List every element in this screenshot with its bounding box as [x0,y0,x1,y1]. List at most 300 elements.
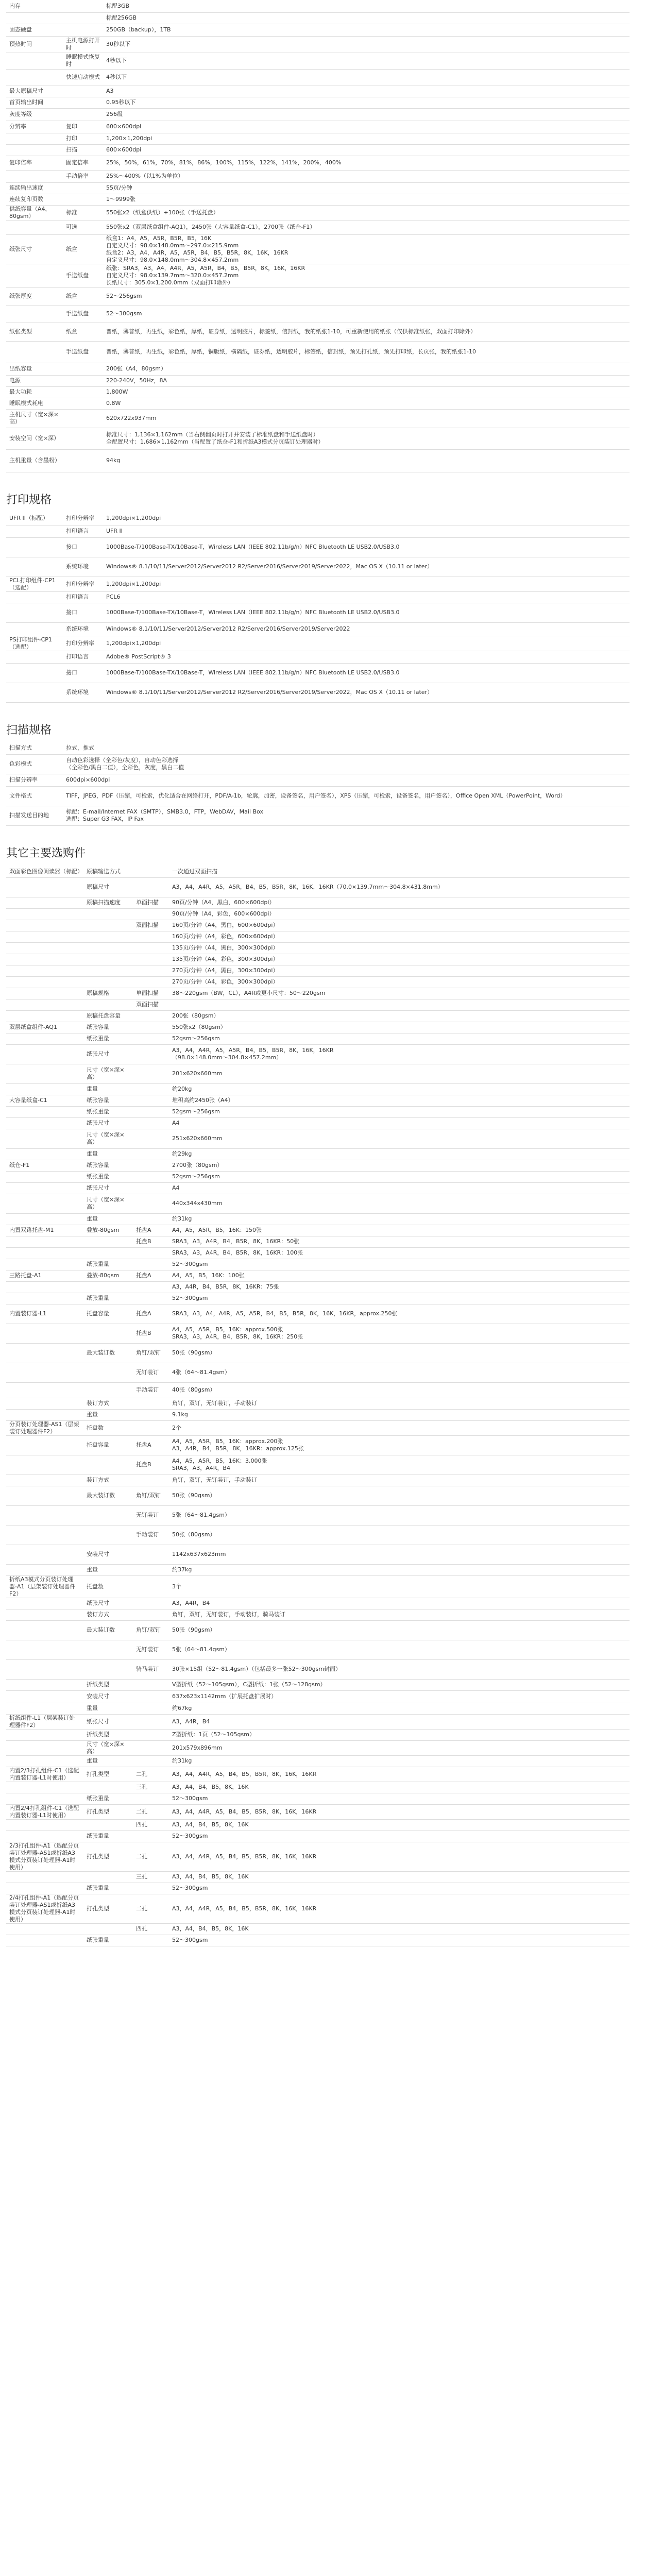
spec-value: 270页/分钟（A4，彩色，300×300dpi） [169,976,630,988]
spec-subcategory: 装订方式 [83,1475,133,1486]
spec-subitem: 三孔 [133,1871,169,1883]
spec-category [6,133,63,144]
spec-subcategory [63,398,103,409]
spec-value: 0.8W [103,398,630,409]
spec-subcategory: 纸盒 [63,323,103,341]
spec-value: 1,800W [103,386,630,398]
spec-category [6,1609,83,1620]
spec-subitem: 托盘A [133,1270,169,1281]
spec-subcategory: 快速启动模式 [63,69,103,86]
spec-value: V型折纸（52～105gsm），C型折纸：1张（52～128gsm） [169,1679,630,1690]
spec-category [6,12,63,24]
spec-row [6,754,630,774]
spec-row [6,69,630,86]
spec-subcategory [63,12,103,24]
spec-value: 1142x637x623mm [169,1545,630,1564]
spec-row [6,341,630,363]
spec-row [6,1010,630,1022]
spec-value: 约29kg [169,1148,630,1160]
scan-spec-section [6,742,630,826]
spec-row [6,1083,630,1095]
spec-category [6,1064,83,1083]
spec-subcategory: 纸张重量 [83,1259,133,1270]
spec-subcategory: 尺寸（宽×深×高） [83,1194,133,1213]
spec-subitem [133,1213,169,1225]
spec-subcategory: 纸张容量 [83,1095,133,1106]
spec-value: A3，A4R，B4 [169,1598,630,1609]
spec-subitem [133,1755,169,1767]
spec-subcategory: 打印 [63,133,103,144]
spec-row [6,786,630,806]
spec-category [6,1182,83,1194]
spec-row [6,557,630,577]
spec-category: 2/3打孔组件-A1（选配分页装订处理器-AS1或折纸A3模式分页装订处理器-A1时使用） [6,1842,83,1871]
spec-value: A4 [169,1117,630,1129]
spec-value: 约37kg [169,1564,630,1575]
spec-category [6,651,63,663]
spec-value: 1,200dpi×1,200dpi [103,577,630,591]
spec-row [6,742,630,754]
spec-row [6,1871,630,1883]
spec-row [6,428,630,449]
spec-value: 270页/分钟（A4，黑白，300×300dpi） [169,965,630,976]
spec-subitem [133,1475,169,1486]
spec-category [6,1690,83,1703]
spec-row [6,1398,630,1409]
spec-subitem: 二孔 [133,1804,169,1819]
spec-row [6,1729,630,1740]
spec-row [6,1714,630,1729]
spec-row [6,194,630,205]
spec-row [6,1160,630,1171]
spec-category: 文件格式 [6,786,63,806]
spec-category [6,942,83,954]
spec-subcategory: 托盘容量 [83,1435,133,1455]
spec-row [6,1194,630,1213]
spec-subcategory: 安装尺寸 [83,1690,133,1703]
spec-value: 1000Base-T/100Base-TX/10Base-T，Wireless LAN（IEEE 802.11b/g/n）NFC Bluetooth LE USB2.0/USB3.0 [103,663,630,683]
spec-subcategory: 打印分辨率 [63,577,103,591]
spec-row [6,1455,630,1475]
spec-row [6,409,630,428]
spec-subitem [133,931,169,942]
spec-subcategory [83,1782,133,1793]
spec-subcategory: 重量 [83,1213,133,1225]
spec-subcategory: 重量 [83,1148,133,1160]
spec-row [6,622,630,636]
spec-value: A3，A4，A4R，A5，B4，B5，B5R，8K，16K，16KR [169,1804,630,1819]
spec-category [6,920,83,931]
spec-subcategory: 打印语言 [63,525,103,537]
spec-subcategory [63,363,103,375]
spec-subcategory: 打印语言 [63,591,103,603]
spec-value: 40张（80gsm） [169,1382,630,1398]
spec-category: 最大功耗 [6,386,63,398]
spec-row [6,1420,630,1435]
spec-row [6,1525,630,1545]
spec-row [6,205,630,220]
spec-category [6,1106,83,1117]
spec-category [6,1148,83,1160]
spec-value: 52～300gsm [169,1935,630,1946]
spec-subcategory: 尺寸（宽×深×高） [83,1129,133,1148]
spec-row [6,1475,630,1486]
spec-value: 标配256GB [103,12,630,24]
spec-row [6,0,630,12]
spec-subcategory [83,976,133,988]
spec-row [6,663,630,683]
spec-category: 纸仓-F1 [6,1160,83,1171]
spec-value: 550张x2（双层纸盒组件-AQ1），2450张（大容量纸盒-C1），2700张（纸仓-F1） [103,220,630,234]
spec-category [6,1475,83,1486]
spec-value: Windows® 8.1/10/11/Server2012/Server2012 R2/Server2016/Server2019/Server2022，Mac OS X（10.11 or later） [103,683,630,702]
spec-row [6,988,630,999]
spec-subcategory [83,908,133,920]
spec-row [6,12,630,24]
spec-value: 52～300gsm [169,1831,630,1842]
spec-subcategory: 系统环境 [63,557,103,577]
spec-subitem: 四孔 [133,1923,169,1935]
spec-subcategory [63,386,103,398]
spec-category [6,1259,83,1270]
spec-row [6,1182,630,1194]
spec-row [6,1236,630,1247]
spec-subitem [133,976,169,988]
spec-subitem: 单面扫描 [133,897,169,908]
spec-value: 550张x2（80gsm） [169,1022,630,1033]
spec-row [6,108,630,121]
spec-category [6,305,63,323]
spec-row [6,1044,630,1064]
spec-subcategory: 原稿输送方式 [83,866,133,877]
spec-subcategory [83,1324,133,1343]
spec-value: 4张（64～81.4gsm） [169,1363,630,1382]
spec-row [6,1033,630,1044]
spec-row [6,806,630,825]
spec-subcategory: 手送纸盘 [63,264,103,287]
spec-subitem: 二孔 [133,1894,169,1923]
spec-value: 637x623x1142mm（扩展托盘扩展时） [169,1690,630,1703]
spec-subcategory: 原稿尺寸 [83,877,133,897]
spec-row [6,1382,630,1398]
spec-value: 纸盒1：A4，A5，A5R，B5R，B5，16K 自定义尺寸：98.0×148.0mm～297.0×215.9mm 纸盒2：A3，A4，A4R，A5，A5R，B4，B5，B5R，8K，16K，16KR 自定义尺寸：98.0×148.0mm～304.8×457.2mm [103,234,630,264]
spec-category [6,965,83,976]
spec-value: A4，A5，B5，16K：100张 [169,1270,630,1281]
spec-category: 主机尺寸（宽×深×高） [6,409,63,428]
spec-row [6,525,630,537]
spec-value: 52～300gsm [169,1259,630,1270]
spec-value: 25%，50%，61%，70%，81%，86%，100%，115%，122%，141%，200%，400% [103,156,630,170]
spec-subcategory: 原稿托盘容量 [83,1010,133,1022]
spec-category: PCL打印组件-CP1（选配） [6,577,63,591]
spec-subcategory: 接口 [63,603,103,622]
spec-row [6,53,630,69]
spec-value: 600dpi×600dpi [63,774,630,786]
spec-category: 内存 [6,0,63,12]
spec-subcategory: 纸张尺寸 [83,1598,133,1609]
spec-row [6,375,630,386]
spec-row [6,398,630,409]
spec-subcategory: 折纸类型 [83,1729,133,1740]
spec-category: 最大原稿尺寸 [6,86,63,97]
spec-value: 约67kg [169,1703,630,1714]
spec-category: 内置2/3打孔组件-C1（选配内置装订器-L1时使用） [6,1767,83,1782]
spec-subcategory: 最大装订数 [83,1486,133,1505]
spec-value: 135页/分钟（A4，黑白，300×300dpi） [169,942,630,954]
spec-row [6,591,630,603]
spec-row [6,1270,630,1281]
spec-subcategory [83,1923,133,1935]
spec-subcategory: 打孔类型 [83,1767,133,1782]
spec-subcategory [63,194,103,205]
options-title: 其它主要选购件 [6,847,86,860]
spec-subcategory: 托盘数 [83,1575,133,1598]
spec-value: 自动色彩选择（全彩色/灰度），自动色彩选择 （全彩色/黑白二值），全彩色，灰度，黑白二值 [63,754,630,774]
spec-category [6,1679,83,1690]
spec-value: Windows® 8.1/10/11/Server2012/Server2012 R2/Server2016/Server2019/Server2022 [103,622,630,636]
spec-row [6,1259,630,1270]
spec-row [6,1505,630,1525]
spec-category [6,908,83,920]
spec-subitem: 托盘A [133,1225,169,1236]
spec-value: 一次通过双面扫描 [169,866,630,877]
spec-subcategory: 打印分辨率 [63,636,103,651]
spec-subcategory: 安装尺寸 [83,1545,133,1564]
spec-subcategory: 纸张重量 [83,1106,133,1117]
spec-subcategory [83,1871,133,1883]
spec-row [6,908,630,920]
spec-value: A4，A5，A5R，B5，16K：3,000张 SRA3，A3，A4R，B4 [169,1455,630,1475]
spec-value: A3，A4，A4R，A5，B4，B5，B5R，8K，16K，16KR [169,1842,630,1871]
spec-subitem [133,1064,169,1083]
spec-category: 纸张厚度 [6,287,63,305]
spec-subcategory [63,449,103,472]
spec-value: 1,200×1,200dpi [103,133,630,144]
spec-value: 50张（90gsm） [169,1343,630,1363]
spec-category [6,1740,83,1755]
spec-category: PS打印组件-CP1（选配） [6,636,63,651]
spec-row [6,1883,630,1894]
spec-subcategory: 纸张重量 [83,1793,133,1804]
spec-category [6,1505,83,1525]
spec-value: 纸张：SRA3，A3，A4，A4R，A5，A5R，B4，B5，B5R，8K，16K，16KR 自定义尺寸：98.0×139.7mm～320.0×457.2mm 长纸尺寸：305.0×1,200.0mm（双面打印除外） [103,264,630,287]
spec-subcategory: 睡眠模式恢复时 [63,53,103,69]
spec-category [6,1598,83,1609]
spec-value: 1000Base-T/100Base-TX/10Base-T，Wireless LAN（IEEE 802.11b/g/n）NFC Bluetooth LE USB2.0/USB3.0 [103,603,630,622]
spec-row [6,577,630,591]
spec-subcategory [83,1236,133,1247]
spec-category: 扫描分辨率 [6,774,63,786]
spec-row [6,287,630,305]
spec-row [6,1923,630,1935]
spec-category: 扫描方式 [6,742,63,754]
spec-value: 3个 [169,1575,630,1598]
spec-value: 4秒以下 [103,69,630,86]
spec-value: 1～9999张 [103,194,630,205]
spec-value: 4秒以下 [103,53,630,69]
spec-category [6,954,83,965]
spec-row [6,1740,630,1755]
spec-subitem [133,1883,169,1894]
spec-value: 201x579x896mm [169,1740,630,1755]
spec-subcategory: 纸盒 [63,234,103,264]
spec-category: 内置双路托盘-M1 [6,1225,83,1236]
spec-category [6,1755,83,1767]
spec-subitem: 单面扫描 [133,988,169,999]
spec-subcategory: 装订方式 [83,1609,133,1620]
spec-subcategory: 系统环境 [63,622,103,636]
spec-row [6,897,630,908]
spec-category [6,1782,83,1793]
spec-subcategory: 托盘容量 [83,1304,133,1324]
spec-subitem: 托盘A [133,1304,169,1324]
spec-category: 复印倍率 [6,156,63,170]
spec-subitem [133,1729,169,1740]
spec-value: A3，A4，B4，B5，8K，16K [169,1819,630,1831]
spec-category [6,1213,83,1225]
spec-row [6,1659,630,1679]
spec-subcategory: 纸张重量 [83,1831,133,1842]
spec-row [6,1793,630,1804]
spec-value: SRA3，A3，A4R，B4，B5R，8K，16KR：50张 [169,1236,630,1247]
spec-category [6,1171,83,1182]
spec-subitem [133,965,169,976]
spec-row [6,97,630,108]
spec-value: 52gsm～256gsm [169,1033,630,1044]
spec-value: A3，A4，A4R，A5，B4，B5，B5R，8K，16K，16KR [169,1894,630,1923]
spec-category [6,1398,83,1409]
spec-subitem: 双面扫描 [133,920,169,931]
spec-category [6,1525,83,1545]
spec-category [6,1129,83,1148]
spec-row [6,1598,630,1609]
spec-value: A3，A4，A4R，A5，A5R，B4，B5，B5R，8K，16K，16KR（70.0×139.7mm～304.8×431.8mm） [169,877,630,897]
spec-subcategory: 打孔类型 [83,1804,133,1819]
spec-row [6,170,630,182]
spec-row [6,1225,630,1236]
spec-value: 251x620x660mm [169,1129,630,1148]
spec-row [6,1064,630,1083]
spec-subcategory: 打印分辨率 [63,512,103,525]
spec-subcategory: 叠放-80gsm [83,1270,133,1281]
spec-row [6,264,630,287]
spec-value: 250GB（backup），1TB [103,24,630,36]
spec-subitem [133,1703,169,1714]
spec-subcategory [83,1281,133,1293]
spec-value: A4，A5，A5R，B5，16K：approx.500张 SRA3，A3，A4R，B4，B5R，8K，16KR：250张 [169,1324,630,1343]
spec-row [6,1129,630,1148]
spec-row [6,774,630,786]
spec-value: 普纸，薄普纸，再生纸，彩色纸，厚纸，铜版纸，横隔纸，证券纸，透明胶片，标签纸，信封纸，预先打孔纸，预先打印纸，长页张，我的纸张1-10 [103,341,630,363]
spec-value: 52～300gsm [103,305,630,323]
spec-subitem [133,1106,169,1117]
spec-value: 5张（64～81.4gsm） [169,1640,630,1659]
spec-subcategory: 重量 [83,1703,133,1714]
spec-category [6,897,83,908]
spec-subcategory: 叠放-80gsm [83,1225,133,1236]
spec-subcategory [83,1505,133,1525]
spec-subitem [133,1010,169,1022]
spec-value: A4，A5，A5R，B5，16K：150张 [169,1225,630,1236]
spec-row [6,1640,630,1659]
spec-row [6,1324,630,1343]
spec-subitem [133,1259,169,1270]
spec-subitem: 托盘A [133,1435,169,1455]
spec-subitem: 手动装订 [133,1382,169,1398]
print-spec-table [6,512,630,703]
spec-row [6,1804,630,1819]
spec-row [6,234,630,264]
spec-subitem [133,1398,169,1409]
spec-subcategory: 装订方式 [83,1398,133,1409]
spec-value: 90页/分钟（A4，彩色，600×600dpi） [169,908,630,920]
spec-subitem [133,1247,169,1259]
spec-subitem [133,1095,169,1106]
spec-subitem: 角钉/双钉 [133,1343,169,1363]
spec-value: 拉式，推式 [63,742,630,754]
spec-value: A3，A4R，B4 [169,1714,630,1729]
spec-value: 角钉，双钉，无钉装订，手动装订 [169,1475,630,1486]
spec-row [6,1247,630,1259]
spec-category [6,1010,83,1022]
spec-subitem [133,1575,169,1598]
spec-value: 200张（A4，80gsm） [103,363,630,375]
spec-subcategory: 接口 [63,537,103,557]
spec-row [6,1755,630,1767]
spec-category [6,1044,83,1064]
spec-subcategory: 纸张尺寸 [83,1117,133,1129]
spec-subcategory [83,1247,133,1259]
spec-subitem [133,1293,169,1304]
spec-row [6,976,630,988]
spec-row [6,1564,630,1575]
spec-category [6,622,63,636]
spec-value: 约31kg [169,1213,630,1225]
spec-subcategory: 最大装订数 [83,1343,133,1363]
spec-subcategory: 最大装订数 [83,1620,133,1640]
spec-value: 2700张（80gsm） [169,1160,630,1171]
spec-subcategory: 纸张重量 [83,1171,133,1182]
spec-subitem: 托盘B [133,1455,169,1475]
spec-category: 分辨率 [6,121,63,133]
spec-value: Adobe® PostScript® 3 [103,651,630,663]
spec-row [6,220,630,234]
spec-subitem [133,1609,169,1620]
spec-subcategory: 重量 [83,1755,133,1767]
spec-value: 标配3GB [103,0,630,12]
spec-value: 标准尺寸：1,136×1,162mm（当右侧翻页时打开并安装了标准纸盘和手送纸盘时） 全配置尺寸：1,686×1,162mm（当配置了纸仓-F1和折纸A3模式分页装订处理器时） [103,428,630,449]
spec-value: 55页/分钟 [103,182,630,194]
spec-row [6,954,630,965]
spec-row [6,1293,630,1304]
spec-category [6,144,63,156]
spec-subitem: 手动装订 [133,1525,169,1545]
spec-category: 出纸容量 [6,363,63,375]
scan-spec-title: 扫描规格 [6,724,52,737]
spec-value: 30张×15组（52～81.4gsm）（包括最多一张52～300gsm封面） [169,1659,630,1679]
spec-category: 2/4打孔组件-A1（选配分页装订处理器-AS1或折纸A3模式分页装订处理器-A1时使用） [6,1894,83,1923]
spec-subcategory [63,375,103,386]
spec-category [6,603,63,622]
spec-row [6,942,630,954]
spec-subcategory: 原稿扫描速度 [83,897,133,908]
spec-value: 标配：E-mail/Internet FAX（SMTP），SMB3.0，FTP，WebDAV，Mail Box 选配：Super G3 FAX，IP Fax [63,806,630,825]
spec-row [6,36,630,53]
spec-category: 色彩模式 [6,754,63,774]
spec-category: 双层纸盒组件-AQ1 [6,1022,83,1033]
spec-category: 首页输出时间 [6,97,63,108]
spec-category [6,1281,83,1293]
